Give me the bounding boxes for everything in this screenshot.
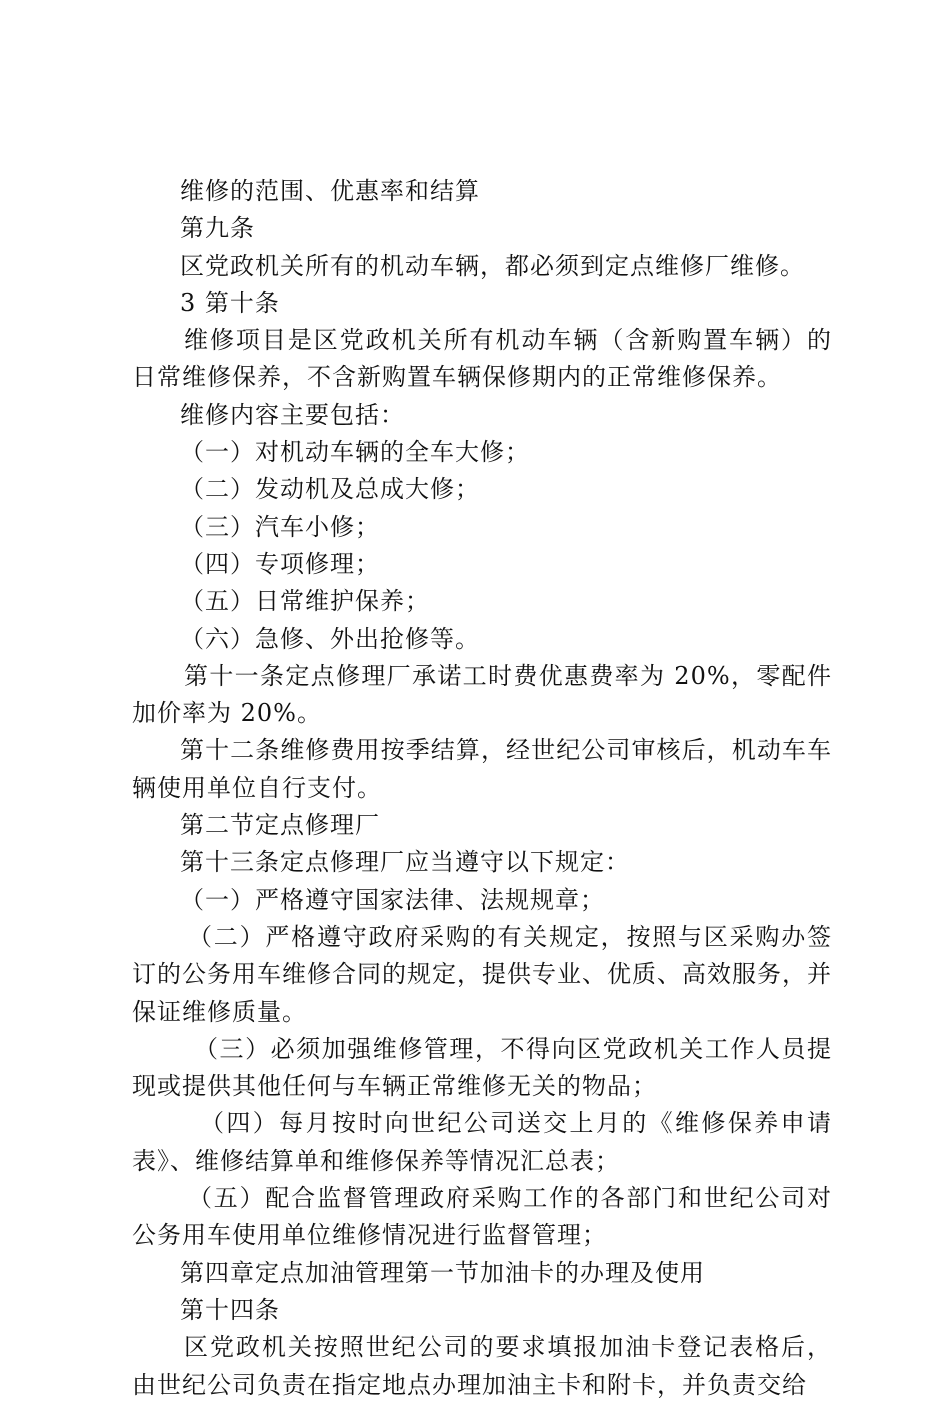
list-item-rule-5: （五）配合监督管理政府采购工作的各部门和世纪公司对公务用车使用单位维修情况进行监督管理；	[132, 1184, 832, 1250]
paragraph-article-10-body: 维修项目是区党政机关所有机动车辆（含新购置车辆）的日常维修保养，不含新购置车辆保修期内的正常维修保养。	[132, 326, 832, 392]
paragraph-article-13: 第十三条定点修理厂应当遵守以下规定：	[180, 848, 630, 877]
paragraph-section-2-heading: 第二节定点修理厂	[180, 811, 380, 840]
list-item-rule-4: （四）每月按时向世纪公司送交上月的《维修保养申请表》、维修结算单和维修保养等情况汇总表；	[132, 1109, 832, 1175]
list-item-repair-2: （二）发动机及总成大修；	[180, 475, 480, 504]
list-item-rule-2: （二）严格遵守政府采购的有关规定，按照与区采购办签订的公务用车维修合同的规定，提供专业、优质、高效服务，并保证维修质量。	[132, 922, 832, 1026]
paragraph-article-11: 第十一条定点修理厂承诺工时费优惠费率为 20%，零配件加价率为 20%。	[132, 661, 832, 728]
list-item-repair-1: （一）对机动车辆的全车大修；	[180, 438, 530, 467]
paragraph-article-12: 第十二条维修费用按季结算，经世纪公司审核后，机动车车辆使用单位自行支付。	[132, 736, 832, 802]
paragraph-article-9-body: 区党政机关所有的机动车辆，都必须到定点维修厂维修。	[180, 251, 805, 280]
paragraph-section-heading: 维修的范围、优惠率和结算	[180, 177, 480, 205]
list-item-repair-6: （六）急修、外出抢修等。	[180, 624, 480, 653]
list-item-repair-5: （五）日常维护保养；	[180, 587, 430, 616]
paragraph-article-10-title: 3 第十条	[180, 288, 280, 317]
paragraph-chapter-4-heading: 第四章定点加油管理第一节加油卡的办理及使用	[180, 1258, 705, 1287]
paragraph-article-9-title: 第九条	[180, 214, 255, 243]
paragraph-article-14-body: 区党政机关按照世纪公司的要求填报加油卡登记表格后，由世纪公司负责在指定地点办理加油主卡和附卡，并负责交给	[132, 1333, 832, 1399]
list-item-rule-1: （一）严格遵守国家法律、法规规章；	[180, 885, 605, 914]
list-item-repair-3: （三）汽车小修；	[180, 512, 380, 541]
list-item-rule-3: （三）必须加强维修管理，不得向区党政机关工作人员提现或提供其他任何与车辆正常维修无关的物品；	[132, 1034, 832, 1101]
paragraph-repair-content-intro: 维修内容主要包括：	[180, 400, 405, 429]
document-body	[132, 173, 832, 1404]
paragraph-article-14-title: 第十四条	[180, 1295, 280, 1324]
list-item-repair-4: （四）专项修理；	[180, 549, 380, 578]
